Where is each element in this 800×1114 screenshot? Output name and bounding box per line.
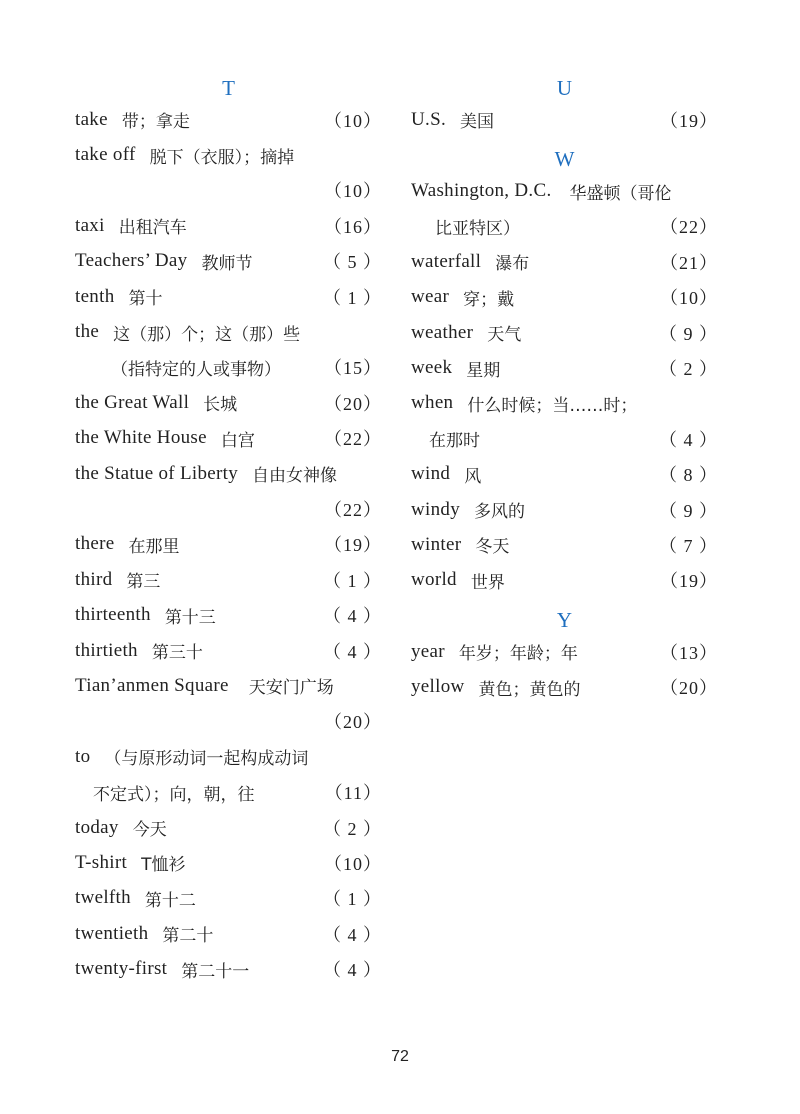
entry-page-ref: （ 2 ） <box>659 359 718 380</box>
glossary-entry <box>75 102 382 137</box>
entry-definition: 风 <box>464 466 482 487</box>
glossary-entry <box>411 350 718 385</box>
entry-page-ref: （ 5 ） <box>323 252 382 273</box>
glossary-entry <box>75 739 382 810</box>
entry-word: wind <box>411 463 451 485</box>
glossary-entry <box>411 244 718 279</box>
entry-definition: 天安门广场 <box>248 678 334 699</box>
entry-definition: 第十三 <box>164 607 216 628</box>
entry-word: twelfth <box>75 887 131 909</box>
entry-page-ref: （ 7 ） <box>659 535 718 556</box>
left-column <box>75 74 382 987</box>
glossary-entry <box>75 137 382 208</box>
entry-word: the <box>75 321 100 343</box>
entry-word: year <box>411 640 445 662</box>
entry-page-ref: （20） <box>660 678 718 699</box>
glossary-entry <box>75 562 382 597</box>
entry-word: third <box>75 568 113 590</box>
entry-definition: 黄色；黄色的 <box>478 679 581 700</box>
glossary-entry <box>411 386 718 457</box>
entry-word: taxi <box>75 214 105 236</box>
entry-definition: （与原形动词一起构成动词 <box>104 749 309 770</box>
entry-definition: 年岁；年龄；年 <box>458 644 578 665</box>
glossary-entry <box>411 315 718 350</box>
entry-word: Tian’anmen Square <box>75 674 229 696</box>
glossary-entry <box>75 916 382 951</box>
entry-word: when <box>411 392 454 414</box>
entry-word: U.S. <box>411 108 446 130</box>
entry-word: there <box>75 533 115 555</box>
entry-word: the Great Wall <box>75 391 190 413</box>
page-number: 72 <box>391 1048 409 1065</box>
entry-definition: 世界 <box>470 572 505 593</box>
entry-page-ref: （ 1 ） <box>323 287 382 308</box>
entry-definition: 穿；戴 <box>463 289 515 310</box>
entry-definition: 今天 <box>132 820 167 840</box>
glossary-entry <box>75 881 382 916</box>
entry-definition-continued: 不定式）；向，朝，往 <box>93 784 255 805</box>
glossary-entry <box>75 633 382 668</box>
entry-page-ref: （20） <box>324 393 382 414</box>
entry-definition: 带；拿走 <box>121 112 190 133</box>
glossary-entry <box>411 669 718 704</box>
entry-definition: 第十二 <box>144 890 196 911</box>
entry-page-ref: （10） <box>324 110 382 131</box>
entry-word: take off <box>75 144 136 166</box>
entry-page-ref: （ 4 ） <box>659 429 718 450</box>
entry-word: weather <box>411 321 474 343</box>
glossary-entry <box>75 208 382 243</box>
glossary-entry <box>75 456 382 527</box>
entry-word: Teachers’ Day <box>75 250 188 272</box>
entry-page-ref: （ 8 ） <box>659 465 718 486</box>
entry-page-ref: （10） <box>660 288 718 309</box>
entry-word: twentieth <box>75 922 149 944</box>
glossary-entry <box>75 951 382 986</box>
entry-page-ref: （ 4 ） <box>323 924 382 945</box>
glossary-entry <box>411 492 718 527</box>
entry-page-ref: （20） <box>324 712 382 733</box>
entry-word: world <box>411 569 457 591</box>
entry-page-ref: （11） <box>324 783 382 804</box>
entry-definition-continued: 在那时 <box>429 431 480 452</box>
entry-word: waterfall <box>411 250 482 272</box>
entry-definition-continued: 比亚特区） <box>435 218 520 239</box>
entry-definition: 在那里 <box>128 536 180 557</box>
glossary-entry <box>411 280 718 315</box>
glossary-entry <box>411 563 718 598</box>
entry-page-ref: （22） <box>660 217 718 238</box>
entry-definition: 美国 <box>460 112 494 133</box>
entry-page-ref: （16） <box>324 216 382 237</box>
entry-page-ref: （ 4 ） <box>323 641 382 662</box>
entry-word: the White House <box>75 427 207 449</box>
entry-page-ref: （22） <box>324 429 382 450</box>
entry-page-ref: （ 4 ） <box>323 606 382 627</box>
entry-definition: 白宫 <box>220 430 255 451</box>
entry-word: winter <box>411 533 462 555</box>
entry-definition: 出租汽车 <box>118 218 187 239</box>
entry-word: tenth <box>75 285 115 307</box>
entry-page-ref: （21） <box>660 252 718 273</box>
entry-page-ref: （22） <box>324 499 382 520</box>
glossary-entry <box>411 457 718 492</box>
glossary-entry <box>75 668 382 739</box>
glossary-entry <box>411 527 718 562</box>
glossary-entry <box>75 279 382 314</box>
entry-definition: 第十 <box>128 289 163 310</box>
entry-definition: 第三 <box>126 572 161 593</box>
section-heading-y: Y <box>556 608 573 633</box>
glossary-entry <box>411 173 718 244</box>
entry-definition: 这（那）个；这（那）些 <box>113 324 301 345</box>
entry-page-ref: （ 1 ） <box>323 889 382 910</box>
entry-page-ref: （ 9 ） <box>659 500 718 521</box>
entry-word: wear <box>411 286 450 308</box>
entry-page-ref: （ 1 ） <box>323 570 382 591</box>
entry-definition: 什么时候；当……时； <box>467 395 638 416</box>
entry-definition: 第二十一 <box>181 961 250 982</box>
entry-definition-continued: （指特定的人或事物） <box>111 359 281 380</box>
entry-word: twenty-first <box>75 958 168 980</box>
glossary-entry <box>75 845 382 880</box>
glossary-entry <box>75 421 382 456</box>
entry-definition: 第二十 <box>162 926 214 947</box>
entry-definition: 星期 <box>466 360 501 381</box>
entry-page-ref: （19） <box>660 571 718 592</box>
entry-page-ref: （10） <box>324 181 382 202</box>
glossary-entry <box>75 527 382 562</box>
entry-word: take <box>75 108 108 130</box>
entry-word: yellow <box>411 676 465 698</box>
entry-page-ref: （13） <box>660 642 718 663</box>
entry-page-ref: （ 9 ） <box>659 323 718 344</box>
entry-page-ref: （15） <box>324 358 382 379</box>
entry-page-ref: （19） <box>660 110 718 131</box>
entry-word: T-shirt <box>75 851 128 873</box>
entry-definition: 脱下（衣服）；摘掉 <box>149 147 295 168</box>
glossary-entry <box>75 810 382 845</box>
entry-definition: 第三十 <box>151 643 203 664</box>
entry-word: thirteenth <box>75 604 151 626</box>
entry-page-ref: （ 4 ） <box>323 960 382 981</box>
entry-word: week <box>411 357 453 379</box>
entry-word: the Statue of Liberty <box>75 462 239 484</box>
entry-definition: 教师节 <box>201 253 253 274</box>
glossary-entry <box>75 385 382 420</box>
section-heading-w: W <box>554 147 575 172</box>
entry-word: to <box>75 745 91 767</box>
section-heading-t: T <box>222 76 235 100</box>
entry-word: windy <box>411 498 460 520</box>
glossary-entry <box>75 314 382 385</box>
entry-definition: 天气 <box>487 325 522 346</box>
entry-definition: 长城 <box>203 395 238 416</box>
entry-word: today <box>75 816 119 838</box>
glossary-entry <box>75 244 382 279</box>
entry-word: thirtieth <box>75 639 138 661</box>
entry-definition: 华盛顿（哥伦 <box>569 183 672 204</box>
section-heading-u: U <box>556 76 573 100</box>
glossary-entry <box>411 634 718 669</box>
entry-definition: T恤衫 <box>141 855 186 876</box>
entry-page-ref: （19） <box>324 535 382 556</box>
entry-page-ref: （ 2 ） <box>323 818 382 839</box>
entry-definition: 多风的 <box>474 502 525 523</box>
entry-definition: 自由女神像 <box>252 466 338 487</box>
entry-definition: 瀑布 <box>495 254 530 275</box>
entry-definition: 冬天 <box>475 537 510 558</box>
glossary-entry <box>75 597 382 632</box>
glossary-entry <box>411 102 718 137</box>
right-column <box>411 74 718 705</box>
entry-word: Washington, D.C. <box>411 180 552 202</box>
entry-page-ref: （10） <box>324 853 382 874</box>
